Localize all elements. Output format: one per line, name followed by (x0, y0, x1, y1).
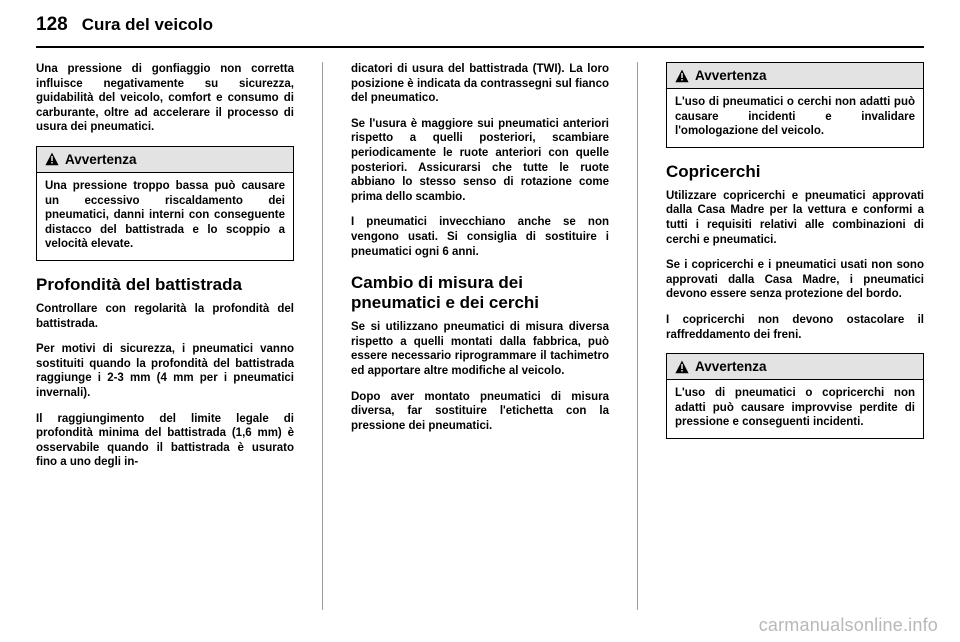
paragraph: Se si utilizzano pneumatici di misura diversa rispetto a quelli montati dalla fabbrica, può essere necessario riprogrammare il tachimetro ed apportare altre modifiche al veicolo. (351, 321, 609, 377)
paragraph: Controllare con regolarità la profondità del battistrada. (36, 302, 294, 330)
warning-triangle-icon (675, 360, 689, 374)
column-3 (666, 62, 924, 610)
page-header (36, 14, 924, 48)
section-heading: Profondità del battistrada (36, 274, 242, 294)
paragraph: dicatori di usura del battistrada (TWI). La loro posizione è indicata da contrassegni sul fianco del pneumatico. (351, 63, 609, 105)
paragraph: Dopo aver montato pneumatici di misura diversa, far sostituire l'etichetta con la pressione dei pneumatici. (351, 390, 609, 432)
warning-triangle-icon (675, 69, 689, 83)
warning-text: Una pressione troppo bassa può causare un eccessivo riscaldamento dei pneumatici, danni interni con conseguente distacco del battistrada e lo scoppio a velocità elevate. (45, 179, 285, 251)
warning-text: L'uso di pneumatici o cerchi non adatti può causare incidenti e invalidare l'omologazione del veicolo. (675, 96, 915, 138)
page-title: Cura del veicolo (81, 15, 214, 34)
warning-header (37, 147, 293, 173)
column-1 (36, 62, 294, 610)
warning-title: Avvertenza (695, 68, 767, 83)
content-columns (36, 62, 924, 610)
header-divider (36, 46, 924, 48)
warning-title: Avvertenza (65, 151, 137, 167)
warning-header (667, 63, 923, 89)
paragraph: I copricerchi non devono ostacolare il raffreddamento dei freni. (666, 313, 924, 341)
page-number: 128 (36, 14, 68, 35)
warning-header (667, 354, 923, 380)
column-divider-1 (294, 62, 351, 610)
paragraph: Utilizzare copricerchi e pneumatici approvati dalla Casa Madre per la vettura e conformi a tutti i requisiti relativi alle combinazioni di cerchi e pneumatici. (666, 189, 924, 246)
paragraph: I pneumatici invecchiano anche se non vengono usati. Si consiglia di sostituire i pneumatici ogni 6 anni. (351, 216, 609, 258)
section-heading: Cambio di misura dei pneumatici e dei cerchi (351, 273, 540, 313)
paragraph: Se i copricerchi e i pneumatici usati non sono approvati dalla Casa Madre, i pneumatici devono essere senza protezione del bordo. (666, 259, 924, 301)
paragraph: Se l'usura è maggiore sui pneumatici anteriori rispetto a quelli posteriori, scambiare periodicamente le ruote anteriori con quelle posteriori. Assicurarsi che tutte le ruote abbiano lo stesso senso di rotazione come prima dello scambio. (351, 117, 609, 203)
site-watermark: carmanualsonline.info (758, 615, 938, 635)
warning-box (36, 146, 294, 261)
warning-title: Avvertenza (695, 359, 767, 375)
paragraph: Una pressione di gonfiaggio non corretta influisce negativamente su sicurezza, guidabilità del veicolo, comfort e consumo di carburante, oltre ad accelerare il processo di usura dei pneumatici. (36, 63, 294, 134)
section-heading: Copricerchi (666, 161, 761, 181)
warning-box (666, 62, 924, 148)
warning-text: L'uso di pneumatici o copricerchi non adatti può causare improvvise perdite di pressione e conseguenti incidenti. (675, 387, 915, 429)
paragraph: Per motivi di sicurezza, i pneumatici vanno sostituiti quando la profondità del battistrada raggiunge i 2-3 mm (4 mm per i pneumatici invernali). (36, 343, 294, 399)
column-2 (351, 62, 609, 610)
column-divider-2 (609, 62, 666, 610)
paragraph: Il raggiungimento del limite legale di profondità minima del battistrada (1,6 mm) è osservabile quando il battistrada è usurato fino a uno degli in- (36, 412, 294, 469)
warning-triangle-icon (45, 152, 59, 166)
warning-box (666, 353, 924, 439)
